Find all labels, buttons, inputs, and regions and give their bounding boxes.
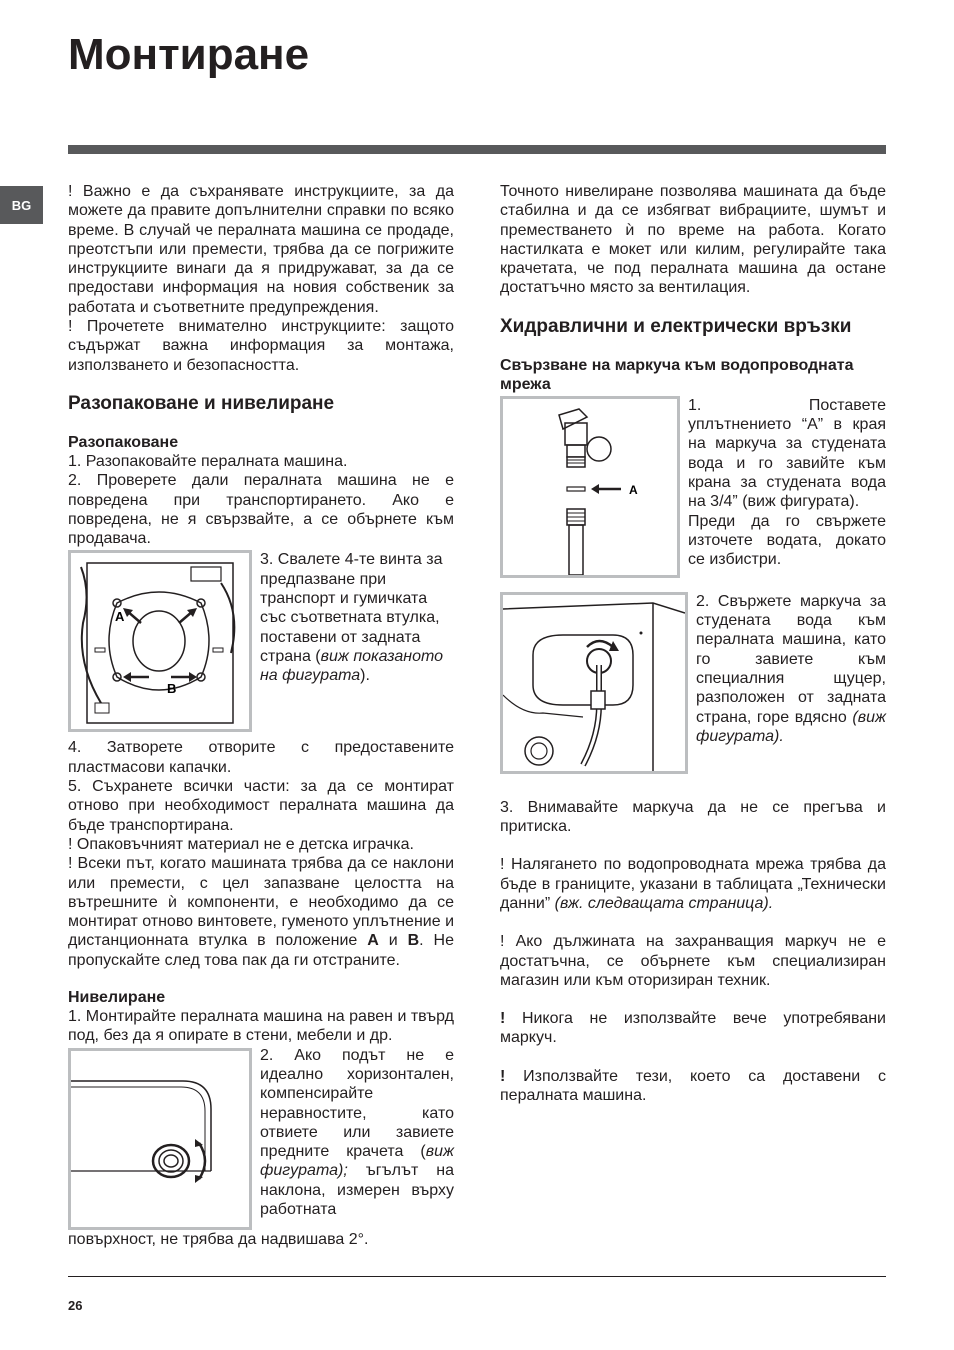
foot-illustration [71, 1051, 249, 1227]
unpack-warning-2 [68, 854, 454, 970]
tap-figure [500, 396, 680, 578]
unpack-step-1: 1. Разопаковайте пералната машина. [68, 452, 348, 470]
level-step-2-text-b: ъгълът на наклона, измерен върху работната [260, 1162, 454, 1218]
figure-label-a: A [629, 482, 638, 497]
unpack-step-3-italic: виж показаното на фигурата [260, 647, 444, 685]
language-tab: BG [0, 186, 43, 224]
tap-illustration [503, 399, 677, 575]
hose-figure-block-1 [500, 396, 886, 578]
left-column [68, 182, 454, 1249]
position-b-label: B [407, 932, 420, 950]
hose-step-1-text: 1. Поставете уплътнението “A” в края на маркуча за студената вода и го завийте към крана за студената вода на 3/4” (виж фигурата). [688, 396, 886, 511]
hose-warning-1-text: ! Налягането по водопроводната мрежа трябва да бъде в границите, указани в таблицата „Технически данни” [500, 856, 886, 912]
page-number: 26 [68, 1298, 83, 1313]
page-title: Монтиране [68, 30, 310, 79]
section-heading-unpacking: Разопаковане и нивелиране [68, 392, 335, 414]
foot-figure [68, 1048, 252, 1230]
hose-warning-3-text: Никога не използвайте вече употребявани маркуч. [500, 1010, 886, 1047]
and-text: и [378, 932, 408, 950]
leveling-continued: Точното нивелиране позволява машината да бъде стабилна и да се избягват вибрациите, шумът и преместването ѝ по време на работа. Когато настилката е мокет или килим, регулирайте така крачетата, че под пералната машина да остане достатъчно място за вентилация. [500, 183, 886, 297]
level-step-2 [260, 1046, 454, 1230]
unpack-figure-block [68, 550, 454, 732]
figure-label-a: A [115, 609, 125, 625]
footer-divider [68, 1276, 886, 1277]
hose-warning-2: ! Ако дължината на захранващия маркуч не е достатъчна, се обърнете към специализиран магазин или към оторизиран техник. [500, 933, 886, 989]
level-step-1: 1. Монтирайте пералната машина на равен и твърд под, без да я опирате в стени, мебели и др. [68, 1008, 454, 1045]
unpack-step-5: 5. Съхранете всички части: за да се монтират отново при необходимост пералната машина да бъде транспортирана. [68, 778, 454, 834]
warning-mark: ! [500, 1067, 506, 1085]
intro-paragraph: ! Важно е да съхранявате инструкциите, за да можете да правите допълнителни справки по всяко време. В случай че пералната машина се продаде, преотстъпи или премести, трябва да се погрижите инструкциите винаги да я придружават, за да се предостави информация на новия собственик за работата и съответните предупреждения. [68, 183, 454, 316]
level-step-2-text: 2. Ако подът не е идеално хоризонтален, компенсирайте неравностите, като отвиете или завиете предните крачета ( [260, 1046, 454, 1161]
level-figure-block [68, 1046, 454, 1230]
back-panel-figure [68, 550, 252, 732]
hose-step-2-text: 2. Свържете маркуча за студената вода към пералната машина, като го завиете към специалния щуцер, разположен от задната страна, горе вдясно [696, 592, 886, 726]
warning-mark: ! [500, 1010, 506, 1028]
unpack-step-3-end: ). [360, 667, 370, 685]
back-panel-illustration [71, 553, 249, 729]
position-a-label: A [367, 932, 379, 950]
hose-step-1-note: Преди да го свържете източете водата, докато се избистри. [688, 512, 886, 569]
unpack-step-2: 2. Проверете дали пералната машина не е повредена при транспортирането. Ако е повредена, не я свързвайте, а се обърнете към продавача. [68, 472, 454, 548]
level-step-2-italic: виж фигурата); [260, 1143, 454, 1180]
unpack-step-3-text: 3. Свалете 4-те винта за предпазване при транспорт и гумичката със съответната втулка, поставени от задната страна ( [260, 551, 443, 665]
unpack-step-3 [260, 550, 454, 732]
hose-warning-1 [500, 855, 886, 913]
right-column [500, 182, 886, 1105]
figure-label-b: B [167, 681, 177, 697]
hose-step-2-italic: (виж фигурата). [696, 708, 886, 745]
hose-warning-1-italic: (вж. следващата страница). [554, 894, 774, 912]
hose-warning-4-text: Използвайте тези, което са доставени с пералната машина. [500, 1067, 886, 1105]
hose-step-1 [688, 396, 886, 578]
hose-warning-4 [500, 1067, 886, 1106]
subheading-leveling: Нивелиране [68, 989, 166, 1007]
hose-figure-block-2 [500, 592, 886, 774]
inlet-figure [500, 592, 688, 774]
unpack-warning-2-end: . Не пропускайте след това пак да ги отстраните. [68, 932, 454, 969]
hose-step-2 [696, 592, 886, 774]
hose-warning-3 [500, 1009, 886, 1048]
title-divider-bar [68, 145, 886, 154]
level-step-2-end: повърхност, не трябва да надвишава 2°. [68, 1230, 369, 1248]
intro-paragraph-2: ! Прочетете внимателно инструкциите: защото съдържат важна информация за монтажа, използването и безопасността. [68, 318, 454, 374]
section-heading-connections: Хидравлични и електрически връзки [500, 315, 852, 337]
subheading-unpacking: Разопаковане [68, 433, 179, 451]
unpack-warning-1: ! Опаковъчният материал не е детска играчка. [68, 835, 414, 853]
unpack-warning-2-text: ! Всеки път, когато машината трябва да се наклони или премести, с цел запазване целостта на вътрешните ѝ компоненти, е необходимо да се монтират отново винтовете, гуменото уплътнение и дистанционната втулка в положение [68, 855, 454, 950]
hose-step-3: 3. Внимавайте маркуча да не се прегъва и притиска. [500, 798, 886, 836]
inlet-illustration [503, 595, 685, 771]
unpack-step-4: 4. Затворете отворите с предоставените пластмасови капачки. [68, 739, 454, 776]
subheading-hose: Свързване на маркуча към водопроводната мрежа [500, 356, 854, 393]
